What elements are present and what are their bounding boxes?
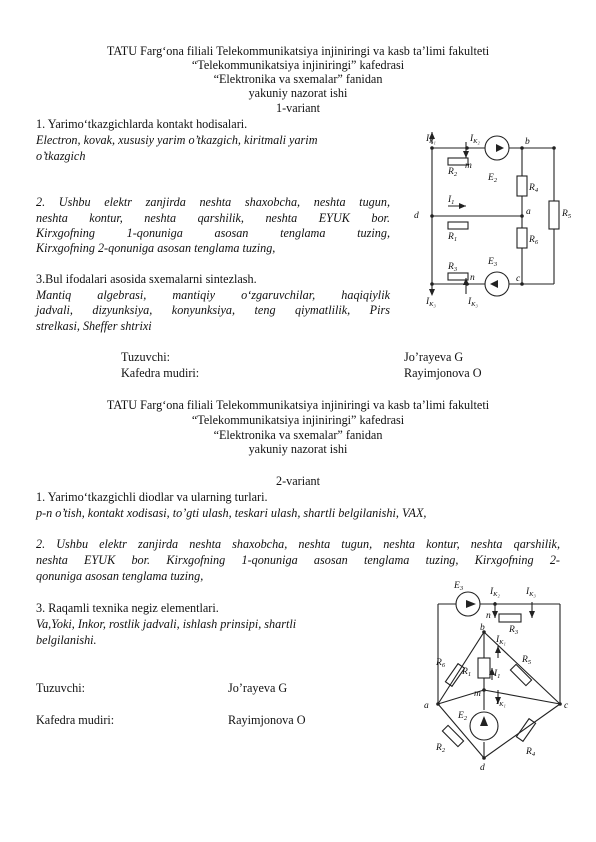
v1-question-1-title: 1. Yarimo‘tkazgichlarda kontakt hodisalari. — [36, 117, 248, 131]
c1-r5-label: $R_5$ — [562, 209, 572, 220]
c1-node-d-label: d — [414, 211, 419, 221]
v1-university-line: TATU Farg‘ona filiali Telekommunikatsiya injiniringi va kasb ta’limi fakulteti — [106, 44, 490, 58]
v1-circuit-diagram — [404, 134, 584, 308]
c2-e3-label: $E_3$ — [454, 581, 464, 592]
v2-author-name: Jo’rayeva G — [228, 681, 288, 695]
c1-r1-label: $R_1$ — [448, 232, 458, 243]
c1-node-n-label: n — [470, 273, 475, 283]
c1-ik1-label: $I_{K_1}$ — [426, 134, 436, 145]
c2-ik1b-label: $I_{K_1}$ — [496, 697, 506, 708]
v1-question-1-keywords-line: Electron, kovak, xususiy yarim o’tkazgich, kiritmali yarim — [36, 133, 318, 147]
c2-ik1a-label: $I_{K_1}$ — [496, 635, 506, 646]
c2-node-d-label: d — [480, 763, 485, 773]
c2-r1-label: $R_1$ — [462, 667, 472, 678]
c1-i1-label: $I_1$ — [448, 195, 455, 206]
c2-node-c-label: c — [564, 701, 569, 711]
c2-node-m-label: m — [474, 689, 481, 699]
v2-circuit-diagram — [414, 581, 574, 773]
c1-e3-label: $E_3$ — [488, 257, 498, 268]
v2-question-1-keywords: p-n o’tish, kontakt xodisasi, to’gti ulash, teskari ulash, shartli belgilanishi, VAX, — [36, 506, 427, 520]
v1-question-3-title: 3.Bul ifodalari asosida sxemalarni sintezlash. — [36, 272, 257, 286]
v1-question-2-line: Kirxgofning 2-qonuniga asosan tenglama tuzing, — [36, 241, 276, 255]
c1-ik4-label: $I_{K_3}$ — [468, 297, 478, 308]
c2-node-n-label: n — [486, 611, 491, 621]
v2-author-label: Tuzuvchi: — [36, 681, 85, 695]
v1-question-3-keywords-line: Mantiq algebrasi, mantiqiy o‘zgaruvchilar, haqiqiylik — [36, 288, 390, 302]
v1-subject-line: “Elektronika va sxemalar” fanidan — [213, 72, 383, 86]
c1-node-b-label: b — [525, 137, 530, 147]
c1-node-c-label: c — [516, 274, 521, 284]
v1-question-1-keywords-line: o’tkazgich — [36, 149, 86, 163]
v2-exam-type-line: yakuniy nazorat ishi — [248, 442, 348, 456]
c2-r2-label: $R_2$ — [436, 743, 446, 754]
c1-r6-label: $R_6$ — [529, 235, 539, 246]
c1-r4-label: $R_4$ — [529, 183, 539, 194]
v2-question-2-line: neshta EYUK bor. Kirxgofning 1-qonuniga asosan tenglama tuzing, Kirxgofning 2- — [36, 553, 560, 567]
c1-node-a-label: a — [526, 207, 531, 217]
v1-question-2-line: Kirxgofning 1-qonuniga asosan tenglama tuzing, — [36, 226, 390, 240]
v1-question-3-keywords-line: jadvali, dizyunksiya, konyunksiya, teng qiymatlilik, Pirs — [36, 303, 390, 317]
v1-question-3-keywords-line: strelkasi, Sheffer shtrixi — [36, 319, 152, 333]
c2-ik3-label: $I_{K_3}$ — [526, 587, 536, 598]
v1-question-2-line: 2. Ushbu elektr zanjirda neshta shaxobcha, neshta tugun, — [36, 195, 390, 209]
v2-variant-title: 2-variant — [276, 474, 320, 488]
v2-subject-line: “Elektronika va sxemalar” fanidan — [213, 428, 383, 442]
c1-ik3-label: $I_{K_3}$ — [426, 297, 436, 308]
v2-question-2-line: 2. Ushbu elektr zanjirda neshta shaxobcha, neshta tugun, neshta kontur, neshta qarshilik, — [36, 537, 560, 551]
v2-department-line: “Telekommunikatsiya injiniringi” kafedrasi — [191, 413, 405, 427]
c2-node-a-label: a — [424, 701, 429, 711]
c2-node-b-label: b — [480, 623, 485, 633]
v2-university-line: TATU Farg‘ona filiali Telekommunikatsiya injiniringi va kasb ta’limi fakulteti — [106, 398, 490, 412]
c2-r4-label: $R_4$ — [526, 747, 536, 758]
c1-r2-label: $R_2$ — [448, 167, 458, 178]
v1-exam-type-line: yakuniy nazorat ishi — [248, 86, 348, 100]
c2-i1-label: $I_1$ — [494, 669, 501, 680]
c2-r6-label: $R_6$ — [436, 658, 446, 669]
v1-head-label: Kafedra mudiri: — [121, 366, 200, 380]
v1-department-line: “Telekommunikatsiya injiniringi” kafedrasi — [191, 58, 405, 72]
c2-r5-label: $R_5$ — [522, 655, 532, 666]
v2-question-3-title: 3. Raqamli texnika negiz elementlari. — [36, 601, 219, 615]
c1-r3-label: $R_3$ — [448, 262, 458, 273]
v2-question-3-keywords-line: belgilanishi. — [36, 633, 97, 647]
c2-e2-label: $E_2$ — [458, 711, 468, 722]
v2-head-name: Rayimjonova O — [228, 713, 306, 727]
v2-question-1-title: 1. Yarimo‘tkazgichli diodlar va ularning turlari. — [36, 490, 268, 504]
c2-ik2-label: $I_{K_2}$ — [490, 587, 500, 598]
v1-head-name: Rayimjonova O — [404, 366, 482, 380]
v1-variant-title: 1-variant — [276, 101, 320, 115]
c1-e2-label: $E_2$ — [488, 173, 498, 184]
c1-ik2-label: $I_{K_2}$ — [470, 134, 480, 145]
v2-question-3-keywords-line: Va,Yoki, Inkor, rostlik jadvali, ishlash prinsipi, shartli — [36, 617, 297, 631]
v1-question-2-line: neshta kontur, neshta qarshilik, neshta EYUK bor. — [36, 211, 390, 225]
v1-author-label: Tuzuvchi: — [121, 350, 170, 364]
v2-question-2-line: qonuniga asosan tenglama tuzing, — [36, 569, 204, 583]
v1-author-name: Jo’rayeva G — [404, 350, 464, 364]
c2-r3-label: $R_3$ — [509, 625, 519, 636]
v2-head-label: Kafedra mudiri: — [36, 713, 115, 727]
c1-node-m-label: m — [465, 161, 472, 171]
